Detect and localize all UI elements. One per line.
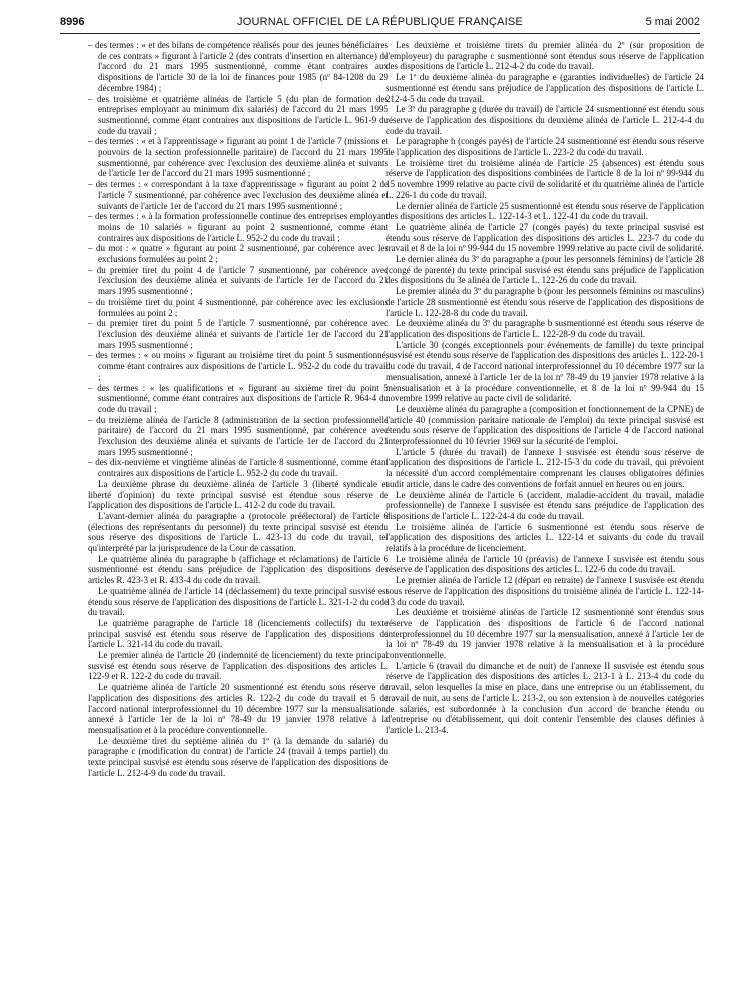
publication-date: 5 mai 2002	[645, 16, 700, 28]
paragraph: Le paragraphe h (congés payés) de l'article 24 susmentionné est étendu sous réserve de l'application des dispositions de l'article L. 223-2 du code du travail.	[386, 136, 704, 158]
right-column	[386, 40, 704, 736]
exclusion-list	[88, 40, 388, 479]
paragraph: Le quatrième alinéa de l'article 20 susmentionné est étendu sous réserve de l'application des dispositions des articles R. 122-2 du code du travail et 5 de l'accord national interprofessionnel du 10 décembre 1977 sur la mensualisation, annexé à l'article 1er de la loi nº 78-49 du 19 janvier 1978 relative à la mensualisation et à la procédure conventionnelle.	[88, 682, 388, 735]
list-item: – des dix-neuvième et vingtième alinéas de l'article 8 susmentionné, comme étant contraires aux dispositions de l'article L. 952-2 du code du travail.	[88, 457, 388, 478]
paragraph: Le dernier alinéa de l'article 25 susmentionné est étendu sous réserve de l'application des dispositions des articles L. 122-14-3 et L. 122-41 du code du travail.	[386, 200, 704, 222]
paragraph: La deuxième phrase du deuxième alinéa de l'article 3 (liberté syndicale et liberté d'opinion) du texte principal susvisé est étendue sous réserve de l'application des dispositions de l'article L. 412-2 du code du travail.	[88, 478, 388, 511]
paragraph: L'article 6 (travail du dimanche et de nuit) de l'annexe II susvisée est étendu sous réserve de l'application des dispositions des articles L. 213-1 à L. 213-4 du code du travail, selon lesquelles la mise en place, dans une entreprise ou un établissement, du travail de nuit, au sens de l'article L. 213-2, ou son extension à de nouvelles catégories de salariés, est subordonnée à la conclusion d'un accord de branche étendu ou d'entreprise ou d'établissement, qui doit contenir l'ensemble des clauses définies à l'article L. 213-4.	[386, 660, 704, 735]
list-item: – du premier tiret du point 4 de l'article 7 susmentionné, par cohérence avec l'exclusion des deuxième alinéa et suivants de l'article 1er de l'accord du 21 mars 1995 susmentionné ;	[88, 265, 388, 297]
list-item: – des termes : « et des bilans de compétence réalisés pour des jeunes bénéficiaires de ces contrats » figurant à l'article 2 (des contrats d'insertion en alternance) de l'accord du 21 mars 1995 susmentionné, comme étant contraires aux dispositions de l'article 30 de la loi de finances pour 1985 (nº 84-1208 du 29 décembre 1984) ;	[88, 40, 388, 94]
paragraph: Le quatrième paragraphe de l'article 18 (licenciements collectifs) du texte principal susvisé est étendu sous réserve de l'application des dispositions de l'article L. 321-14 du code du travail.	[88, 617, 388, 650]
list-item: – des termes : « à la formation professionnelle continue des entreprises employant moins de 10 salariés » figurant au point 2 susmentionné, comme étant contraires aux dispositions de l'article L. 952-2 du code du travail ;	[88, 211, 388, 243]
paragraph: Le deuxième tiret du septième alinéa du 1º (à la demande du salarié) du paragraphe c (modification du contrat) de l'article 24 (travail à temps partiel) du texte principal susvisé est étendu sous réserve de l'application des dispositions de l'article L. 212-4-9 du code du travail.	[88, 735, 388, 778]
paragraph: Le dernier alinéa du 3º du paragraphe a (pour les personnels féminins) de l'article 28 (congé de parenté) du texte principal susvisé est étendu sans préjudice de l'application des dispositions du 3e alinéa de l'article L. 122-26 du code du travail.	[386, 254, 704, 286]
paragraph: Le deuxième alinéa du paragraphe a (composition et fonctionnement de la CPNE) de l'article 40 (commission paritaire nationale de l'emploi) du texte principal susvisé est étendu sous réserve de l'application des dispositions de l'article 4 de l'accord national interprofessionnel du 10 février 1969 sur la sécurité de l'emploi.	[386, 403, 704, 447]
paragraph: Le deuxième alinéa de l'article 6 (accident, maladie-accident du travail, maladie professionnelle) de l'annexe I susvisée est étendu sans préjudice de l'application des dispositions de l'article L. 122-24-4 du code du travail.	[386, 489, 704, 521]
paragraph: L'article 5 (durée du travail) de l'annexe I susvisée est étendu sous réserve de l'application des dispositions de l'article L. 212-15-3 du code du travail, qui prévoient la nécessité d'un accord complémentaire comprenant les clauses obligatoires définies audit article, dans le cadre des conventions de forfait annuel en heures ou en jours.	[386, 446, 704, 489]
list-item: – du treizième alinéa de l'article 8 (administration de la section professionnelle paritaire) de l'accord du 21 mars 1995 susmentionné, par cohérence avec l'exclusion des deuxième alinéa et suivants de l'article 1er de l'accord du 21 mars 1995 susmentionné ;	[88, 415, 388, 458]
paragraph: Le troisième tiret du troisième alinéa de l'article 25 (absences) est étendu sous réserve de l'application des dispositions combinées de l'article 8 de la loi nº 99-944 du 15 novembre 1999 relative au pacte civil de solidarité et du quatrième alinéa de l'article L. 226-1 du code du travail.	[386, 157, 704, 200]
list-item: – des troisième et quatrième alinéas de l'article 5 (du plan de formation des entreprises employant au minimum dix salariés) de l'accord du 21 mars 1995 susmentionné, comme étant contraires aux dispositions de l'article L. 961-9 du code du travail ;	[88, 94, 388, 137]
paragraph: Le quatrième alinéa de l'article 27 (congés payés) du texte principal susvisé est étendu sous réserve de l'application des dispositions des articles L. 223-7 du code du travail et 8 de la loi nº 99-944 du 15 novembre 1999 relative au pacte civil de solidarité.	[386, 221, 704, 254]
paragraph: Le quatrième alinéa de l'article 14 (déclassement) du texte principal susvisé est étendu sous réserve de l'application des dispositions de l'article L. 321-1-2 du code du travail.	[88, 585, 388, 618]
paragraph: Le deuxième alinéa du 3º du paragraphe b susmentionné est étendu sous réserve de l'application des dispositions de l'article L. 122-28-9 du code du travail.	[386, 318, 704, 339]
paragraph: Le troisième alinéa de l'article 10 (préavis) de l'annexe I susvisée est étendu sous réserve de l'application des dispositions des articles L. 122-6 du code du travail.	[386, 553, 704, 575]
paragraph: Le 3º du paragraphe g (durée du travail) de l'article 24 susmentionné est étendu sous réserve de l'application des dispositions du deuxième alinéa de l'article L. 212-4-4 du code du travail.	[386, 104, 704, 136]
paragraph: L'article 30 (congés exceptionnels pour événements de famille) du texte principal susvisé est étendu sous réserve de l'application des dispositions des articles L. 122-20-1 du code du travail, 4 de l'accord national interprofessionnel du 10 décembre 1977 sur la mensualisation, annexé à l'article 1er de la loi nº 78-49 du 19 janvier 1978 relative à la mensualisation et à la procédure conventionnelle, et 8 de la loi nº 99-944 du 15 novembre 1999 relative au pacte civil de solidarité.	[386, 339, 704, 404]
list-item: – des termes : « ou moins » figurant au troisième tiret du point 5 susmentionné, comme étant contraires aux dispositions de l'article L. 952-2 du code du travail ;	[88, 350, 388, 382]
paragraph: Le premier alinéa du 3º du paragraphe b (pour les personnels féminins ou masculins) de l'article 28 susmentionné est étendu sous réserve de l'application des dispositions de l'article L. 122-28-8 du code du travail.	[386, 286, 704, 318]
paragraph: Le 1º du deuxième alinéa du paragraphe e (garanties individuelles) de l'article 24 susmentionné est étendu sans préjudice de l'application des dispositions de l'article L. 212-4-5 du code du travail.	[386, 72, 704, 104]
paragraph: Les deuxième et troisième tirets du premier alinéa du 2º (sur proposition de l'employeur) du paragraphe c susmentionné sont étendus sous réserve de l'application des dispositions de l'article L. 212-4-2 du code du travail.	[386, 40, 704, 72]
left-column	[88, 40, 388, 779]
page-number: 8996	[60, 16, 85, 28]
list-item: – des termes : « et à l'apprentissage » figurant au point 1 de l'article 7 (missions et pouvoirs de la section professionnelle paritaire) de l'accord du 21 mars 1995 susmentionné, par cohérence avec l'exclusion des deuxième alinéa et suivants de l'article 1er de l'accord du 21 mars 1995 susmentionné ;	[88, 136, 388, 179]
header-rule	[60, 33, 700, 34]
paragraph: Les deuxième et troisième alinéas de l'article 12 susmentionné sont étendus sous réserve de l'application des dispositions de l'article 6 de l'accord national interprofessionnel du 10 décembre 1977 sur la mensualisation, annexé à l'article 1er de la loi nº 78-49 du 19 janvier 1978 relative à la mensualisation et à la procédure conventionnelle.	[386, 607, 704, 661]
paragraph: Le quatrième alinéa du paragraphe b (affichage et réclamations) de l'article 6 susmentionné est étendu sans préjudice de l'application des dispositions des articles R. 423-3 et R. 433-4 du code du travail.	[88, 553, 388, 586]
paragraph: Le premier alinéa de l'article 20 (indemnité de licenciement) du texte principal susvisé est étendu sous réserve de l'application des dispositions des articles L. 122-9 et R. 122-2 du code du travail.	[88, 650, 388, 682]
list-item: – du troisième tiret du point 4 susmentionné, par cohérence avec les exclusions formulées au point 2 ;	[88, 297, 388, 318]
list-item: – du premier tiret du point 5 de l'article 7 susmentionné, par cohérence avec l'exclusion des deuxième alinéa et suivants de l'article 1er de l'accord du 21 mars 1995 susmentionné ;	[88, 318, 388, 350]
list-item: – des termes : « correspondant à la taxe d'apprentissage » figurant au point 2 de l'article 7 susmentionné, par cohérence avec l'exclusion des deuxième alinéa et suivants de l'article 1er de l'accord du 21 mars 1995 susmentionné ;	[88, 179, 388, 211]
journal-title: JOURNAL OFFICIEL DE LA RÉPUBLIQUE FRANÇAISE	[237, 16, 523, 28]
paragraph: Le premier alinéa de l'article 12 (départ en retraite) de l'annexe I susvisée est étendu sous réserve de l'application des dispositions du troisième alinéa de l'article L. 122-14-13 du code du travail.	[386, 575, 704, 607]
paragraph: L'avant-dernier alinéa du paragraphe a (protocole préélectoral) de l'article 6 (élections des représentants du personnel) du texte principal susvisé est étendu sous réserve des dispositions de l'article L. 423-13 du code du travail, tel qu'interprété par la jurisprudence de la Cour de cassation.	[88, 510, 388, 554]
list-item: – du mot : « quatre » figurant au point 2 susmentionné, par cohérence avec les exclusions formulées au point 2 ;	[88, 243, 388, 264]
list-item: – des termes : « les qualifications et » figurant au sixième tiret du point 5 susmentionné, comme étant contraires aux dispositions de l'article R. 964-4 du code du travail ;	[88, 383, 388, 415]
paragraph: Le troisième alinéa de l'article 6 susmentionné est étendu sous réserve de l'application des dispositions des articles L. 122-14 et suivants du code du travail relatifs à la procédure de licenciement.	[386, 521, 704, 554]
